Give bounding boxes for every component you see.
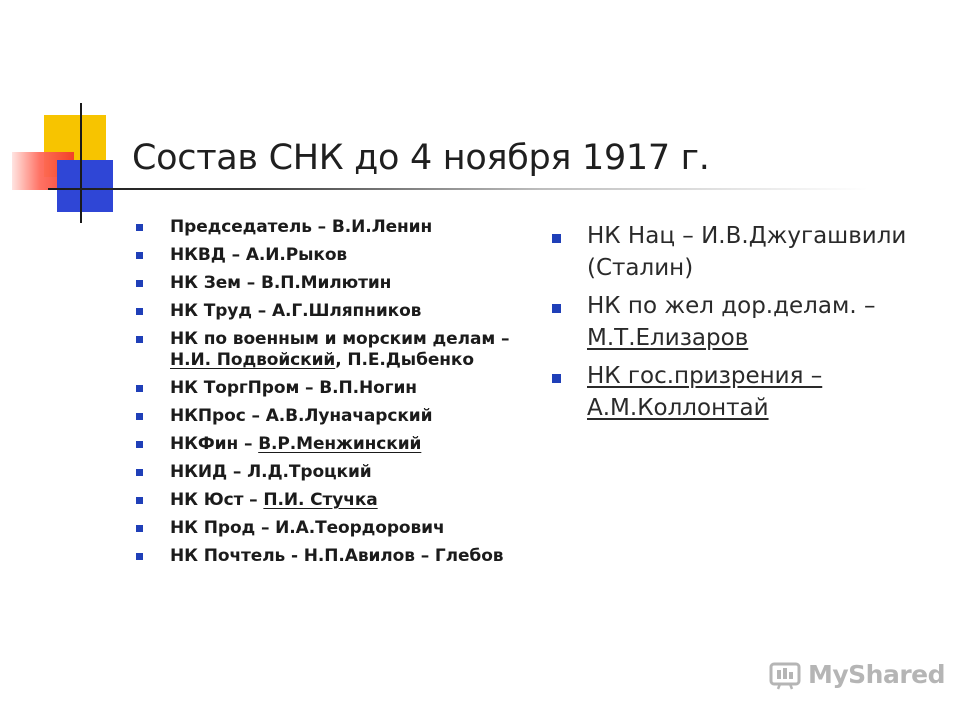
list-item bbox=[170, 546, 510, 567]
linked-name[interactable]: Н.И. Подвойский bbox=[170, 350, 336, 370]
list-item bbox=[170, 245, 510, 266]
linked-name[interactable]: В.Р.Менжинский bbox=[258, 434, 422, 454]
item-text: НК по жел дор.делам. – bbox=[587, 293, 876, 319]
item-text: НК Зем – В.П.Милютин bbox=[170, 273, 392, 293]
list-item bbox=[587, 290, 937, 354]
watermark-text: MyShared bbox=[808, 659, 946, 689]
decor-vertical-line bbox=[80, 103, 82, 223]
left-bullet-list bbox=[170, 217, 510, 574]
item-text: НК ТоргПром – В.П.Ногин bbox=[170, 378, 417, 398]
list-item bbox=[170, 378, 510, 399]
list-item bbox=[170, 301, 510, 322]
item-text: Председатель – В.И.Ленин bbox=[170, 217, 433, 237]
linked-name[interactable]: НК гос.призрения – А.М.Коллонтай bbox=[587, 363, 823, 421]
item-text: НКИД – Л.Д.Троцкий bbox=[170, 462, 372, 482]
list-item bbox=[170, 273, 510, 294]
item-text: НК по военным и морским делам – bbox=[170, 329, 510, 349]
decor-blue-square bbox=[57, 160, 113, 212]
myshared-logo-icon bbox=[768, 658, 802, 690]
list-item bbox=[170, 434, 510, 455]
list-item bbox=[170, 329, 510, 371]
list-item bbox=[170, 462, 510, 483]
list-item bbox=[170, 217, 510, 238]
watermark-logo bbox=[768, 656, 945, 692]
item-text: НК Нац – И.В.Джугашвили (Сталин) bbox=[587, 223, 907, 281]
item-text: НК Прод – И.А.Теордорович bbox=[170, 518, 445, 538]
item-text: , П.Е.Дыбенко bbox=[335, 350, 474, 370]
right-bullet-list bbox=[587, 220, 937, 430]
item-text: НК Труд – А.Г.Шляпников bbox=[170, 301, 422, 321]
list-item bbox=[587, 220, 937, 284]
item-text: НКФин – bbox=[170, 434, 259, 454]
linked-name[interactable]: П.И. Стучка bbox=[263, 490, 378, 510]
list-item bbox=[170, 490, 510, 511]
item-text: НКВД – А.И.Рыков bbox=[170, 245, 348, 265]
title-underline-rule bbox=[48, 188, 868, 190]
item-text: НКПрос – А.В.Луначарский bbox=[170, 406, 433, 426]
item-text: НК Почтель - Н.П.Авилов – Глебов bbox=[170, 546, 504, 566]
list-item bbox=[587, 360, 937, 424]
item-text: НК Юст – bbox=[170, 490, 264, 510]
list-item bbox=[170, 406, 510, 427]
list-item bbox=[170, 518, 510, 539]
linked-name[interactable]: М.Т.Елизаров bbox=[587, 325, 749, 351]
slide-title: Состав СНК до 4 ноября 1917 г. bbox=[132, 138, 710, 178]
